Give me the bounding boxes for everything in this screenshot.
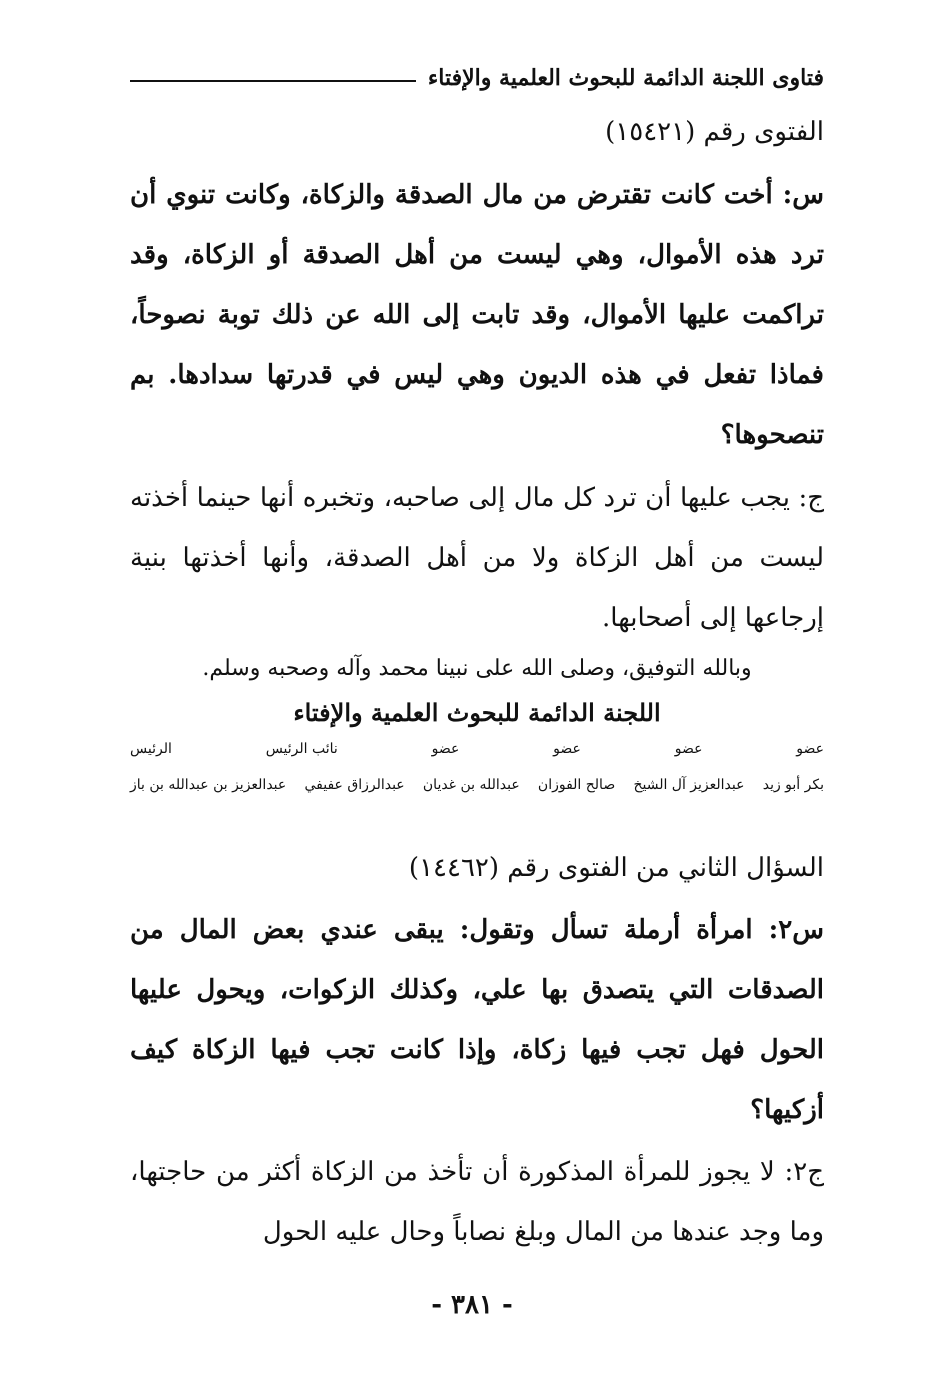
president-name: عبدالعزيز بن عبدالله بن باز [130,777,287,793]
fatwa-2-answer: ج٢: لا يجوز للمرأة المذكورة أن تأخذ من الزكاة أكثر من حاجتها، وما وجد عندها من المال وبلغ نصاباً وحال عليه الحول [130,1157,824,1247]
signature-names-row [130,774,824,796]
header-rule [130,80,416,82]
signatures [130,738,824,796]
member-name: صالح الفوزان [537,777,616,793]
fatwa-1-closing: وبالله التوفيق، وصلى الله على نبينا محمد وآله وصحبه وسلم. [202,656,752,681]
header-title: فتاوى اللجنة الدائمة للبحوث العلمية والإفتاء [427,65,824,91]
fatwa-1-heading: الفتوى رقم (١٥٤٢١) [605,117,824,147]
signature-roles-row [130,738,824,760]
member-role: عضو [553,741,581,757]
member-name: عبدالعزيز آل الشيخ [633,777,745,793]
president-role: الرئيس [130,741,172,757]
vice-president-name: عبدالرزاق عفيفي [304,777,405,793]
fatwa-1-question: س: أخت كانت تقترض من مال الصدقة والزكاة، وكانت تنوي أن ترد هذه الأموال، وهي ليست من أهل الصدقة أو الزكاة، وقد تراكمت عليها الأموال، وقد تابت إلى الله عن ذلك توبة نصوحاً، فماذا تفعل في هذه الديون وهي ليس في قدرتها سدادها. بم تنصحوها؟ [130,180,824,450]
fatwa-2-heading: السؤال الثاني من الفتوى رقم (١٤٤٦٢) [408,853,824,883]
member-role: عضو [674,741,703,757]
member-name: بكر أبو زيد [762,777,824,793]
page-number: - ٣٨١ - [431,1290,513,1320]
member-role: عضو [796,741,824,757]
member-name: عبدالله بن غديان [422,777,520,793]
member-role: عضو [431,741,460,757]
fatwa-2-question: س٢: امرأة أرملة تسأل وتقول: يبقى عندي بعض المال من الصدقات التي يتصدق بها علي، وكذلك الزكوات، ويحول عليها الحول فهل تجب فيها زكاة، وإذا كانت تجب فيها الزكاة كيف أزكيها؟ [130,915,824,1125]
committee-name: اللجنة الدائمة للبحوث العلمية والإفتاء [293,698,661,727]
vice-president-role: نائب الرئيس [265,741,338,757]
fatwa-1-answer: ج: يجب عليها أن ترد كل مال إلى صاحبه، وتخبره أنها حينما أخذته ليست من أهل الزكاة ولا من أهل الصدقة، وأنها أخذتها بنية إرجاعها إلى أصحابها. [130,483,824,633]
page [130,0,824,1385]
running-header [130,58,824,98]
